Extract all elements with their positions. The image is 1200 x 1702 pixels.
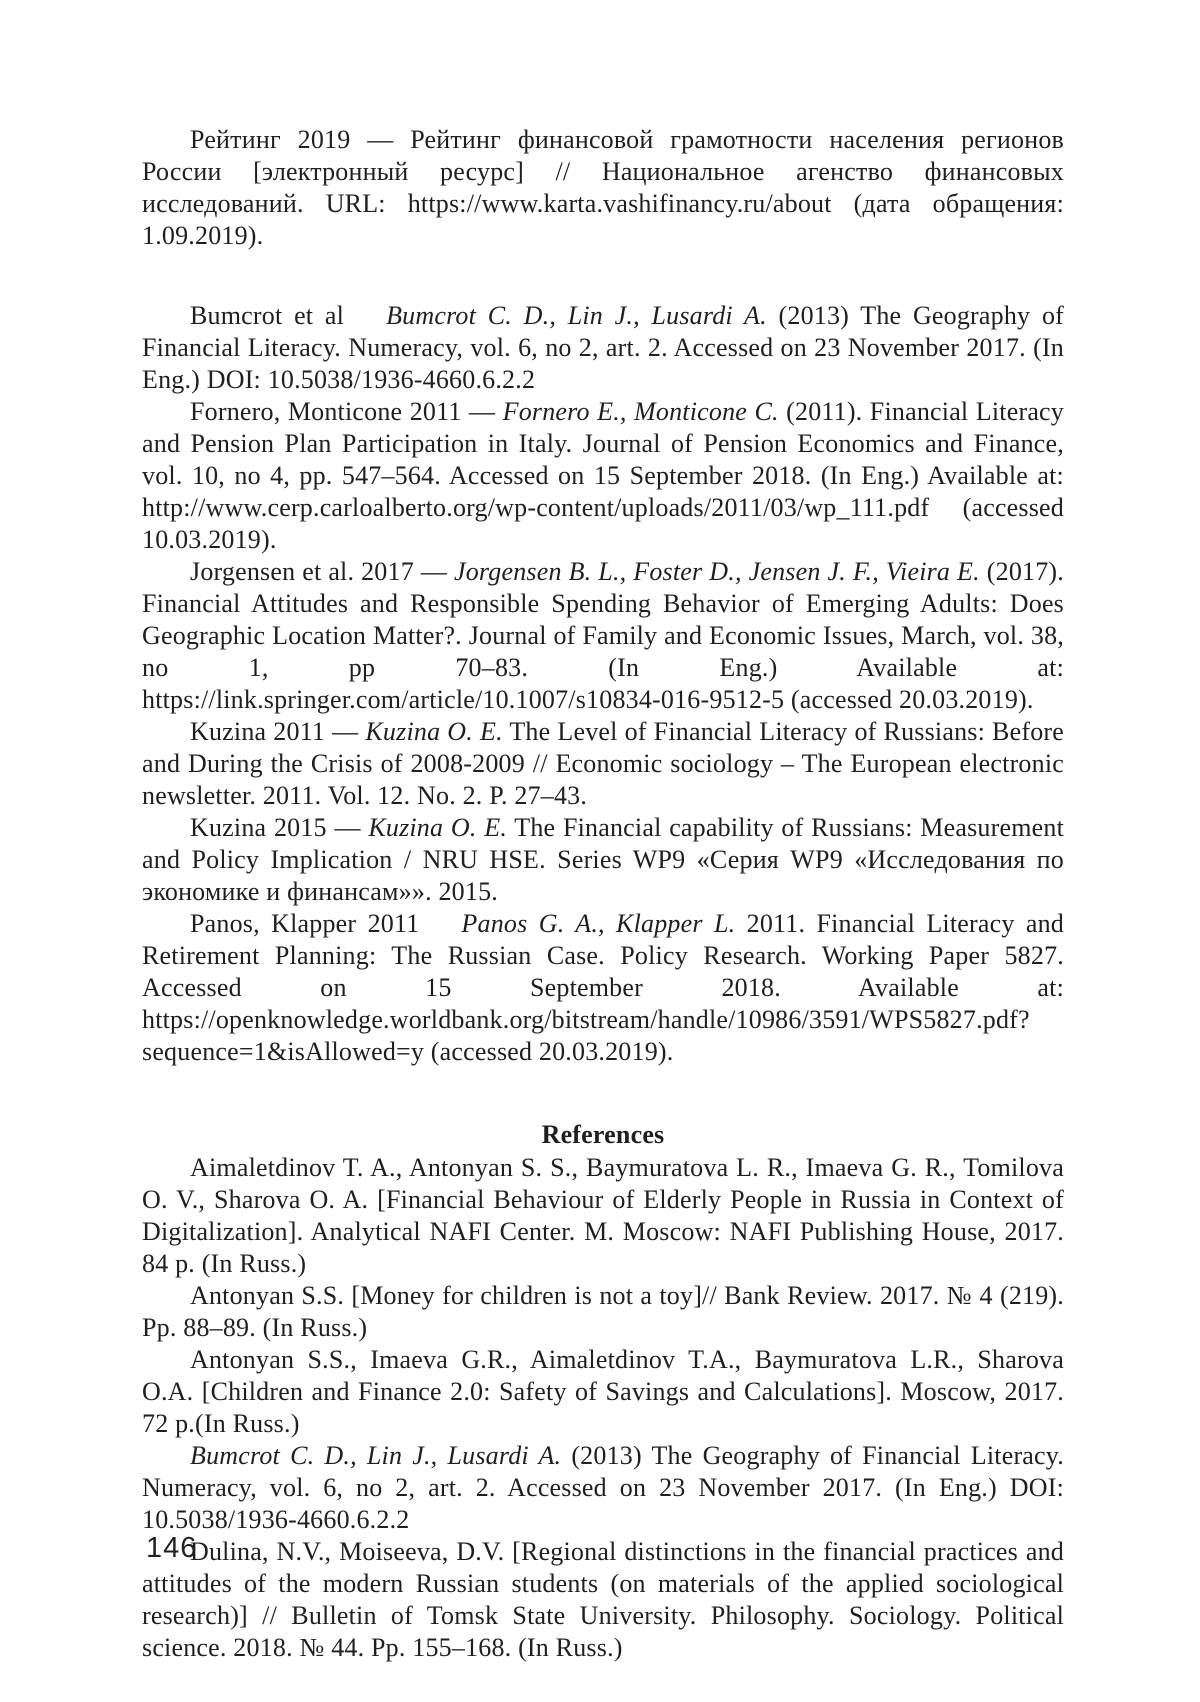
entry-text: Dulina, N.V., Moiseeva, D.V. [Regional distinctions in the financial practices and attitudes of the modern Russian students (on materials of the applied sociological research)] // Bulletin of Tomsk State University. Philosophy. Sociology. Political science. 2018. № 44. Pp. 155–168. (In Russ.) xyxy=(142,1537,1064,1662)
bibliography-text xyxy=(142,124,1064,1664)
authors-italic: Bumcrot C. D., Lin J., Lusardi A. xyxy=(386,301,767,330)
entry-text: Рейтинг 2019 — Рейтинг финансовой грамотности населения регионов России [электронный ресурс] // Национальное агенство финансовых исследований. URL: https://www.karta.vashifinancy.ru/about (дата обращения: 1.09.2019). xyxy=(142,125,1064,250)
entry-text: The Financial capability of Russians: Measurement and Policy Implication / NRU HSE. Series WP9 «Серия WP9 «Исследования по экономике и финансам»». 2015. xyxy=(142,813,1064,906)
entry-text: Kuzina 2015 — xyxy=(190,813,369,842)
entry-text: Fornero, Monticone 2011 — xyxy=(190,397,503,426)
bibliography-entry xyxy=(142,1440,1064,1536)
entry-text: (2011). Financial Literacy and Pension Plan Participation in Italy. Journal of Pension Economics and Finance, vol. 10, no 4, pp. 547–564. Accessed on 15 September 2018. (In Eng.) Available at: http://www.cerp.carloalberto.org/wp-content/uploads/2011/03/wp_111.pdf (accessed 10.03.2019). xyxy=(142,397,1064,554)
entry-text: Antonyan S.S. [Money for children is not a toy]// Bank Review. 2017. № 4 (219). Pp. 88–89. (In Russ.) xyxy=(142,1281,1064,1342)
entry-text: Panos, Klapper 2011 xyxy=(190,909,420,938)
references-section xyxy=(142,1152,1064,1664)
bibliography-entry xyxy=(142,1344,1064,1440)
bibliography-entry xyxy=(142,124,1064,252)
entry-text: The Level of Financial Literacy of Russians: Before and During the Crisis of 2008-2009 // Economic sociology – The European electronic newsletter. 2011. Vol. 12. No. 2. P. 27–43. xyxy=(142,717,1064,810)
entry-text: 2011. Financial Literacy and Retirement Planning: The Russian Case. Policy Research. Working Paper 5827. Accessed on 15 September 2018. Available at: https://openknowledge.worldbank.org/bitstream/handle/10986/3591/WPS5827.pdf? sequence=1&isAllowed=y (accessed 20.03.2019). xyxy=(142,909,1064,1066)
bibliography-entry xyxy=(142,908,1064,1068)
entry-text: Antonyan S.S., Imaeva G.R., Aimaletdinov T.A., Baymuratova L.R., Sharova O.A. [Children and Finance 2.0: Safety of Savings and Calculations]. Moscow, 2017. 72 p.(In Russ.) xyxy=(142,1345,1064,1438)
bibliography-entry xyxy=(142,396,1064,556)
russian-sources-section xyxy=(142,124,1064,1068)
authors-italic: Panos G. A., Klapper L. xyxy=(461,909,736,938)
page-number: 146 xyxy=(146,1532,198,1564)
references-heading: References xyxy=(541,1120,665,1149)
authors-italic: Kuzina O. E. xyxy=(365,717,503,746)
authors-italic: Kuzina O. E. xyxy=(368,813,508,842)
entry-text: Bumcrot et al xyxy=(190,301,345,330)
entry-text: (2013) The Geography of Financial Literacy. Numeracy, vol. 6, no 2, art. 2. Accessed on 23 November 2017. (In Eng.) DOI: 10.5038/1936-4660.6.2.2 xyxy=(142,301,1064,394)
authors-italic: Bumcrot C. D., Lin J., Lusardi A. xyxy=(190,1441,562,1470)
entry-text: Jorgensen et al. 2017 — xyxy=(190,557,454,586)
entry-text: Kuzina 2011 — xyxy=(190,717,366,746)
bibliography-entry xyxy=(142,1280,1064,1344)
bibliography-entry xyxy=(142,716,1064,812)
bibliography-entry xyxy=(142,1152,1064,1280)
authors-italic: Fornero E., Monticone C. xyxy=(502,397,779,426)
entry-text: (2013) The Geography of Financial Literacy. Numeracy, vol. 6, no 2, art. 2. Accessed on 23 November 2017. (In Eng.) DOI: 10.5038/1936-4660.6.2.2 xyxy=(142,1441,1064,1534)
bibliography-entry xyxy=(142,1536,1064,1664)
entry-text: (2017). Financial Attitudes and Responsible Spending Behavior of Emerging Adults: Does Geographic Location Matter?. Journal of Family and Economic Issues, March, vol. 38, no 1, pp 70–83. (In Eng.) Available at: https://link.springer.com/article/10.1007/s10834-016-9512-5 (accessed 20.03.2019). xyxy=(142,557,1064,714)
authors-italic: Jorgensen B. L., Foster D., Jensen J. F., Vieira E. xyxy=(453,557,980,586)
bibliography-entry xyxy=(142,812,1064,908)
entry-text: Aimaletdinov T. A., Antonyan S. S., Baymuratova L. R., Imaeva G. R., Tomilova O. V., Sharova O. A. [Financial Behaviour of Elderly People in Russia in Context of Digitalization]. Analytical NAFI Center. M. Moscow: NAFI Publishing House, 2017. 84 p. (In Russ.) xyxy=(142,1153,1064,1278)
bibliography-entry xyxy=(142,556,1064,716)
bibliography-entry xyxy=(142,300,1064,396)
